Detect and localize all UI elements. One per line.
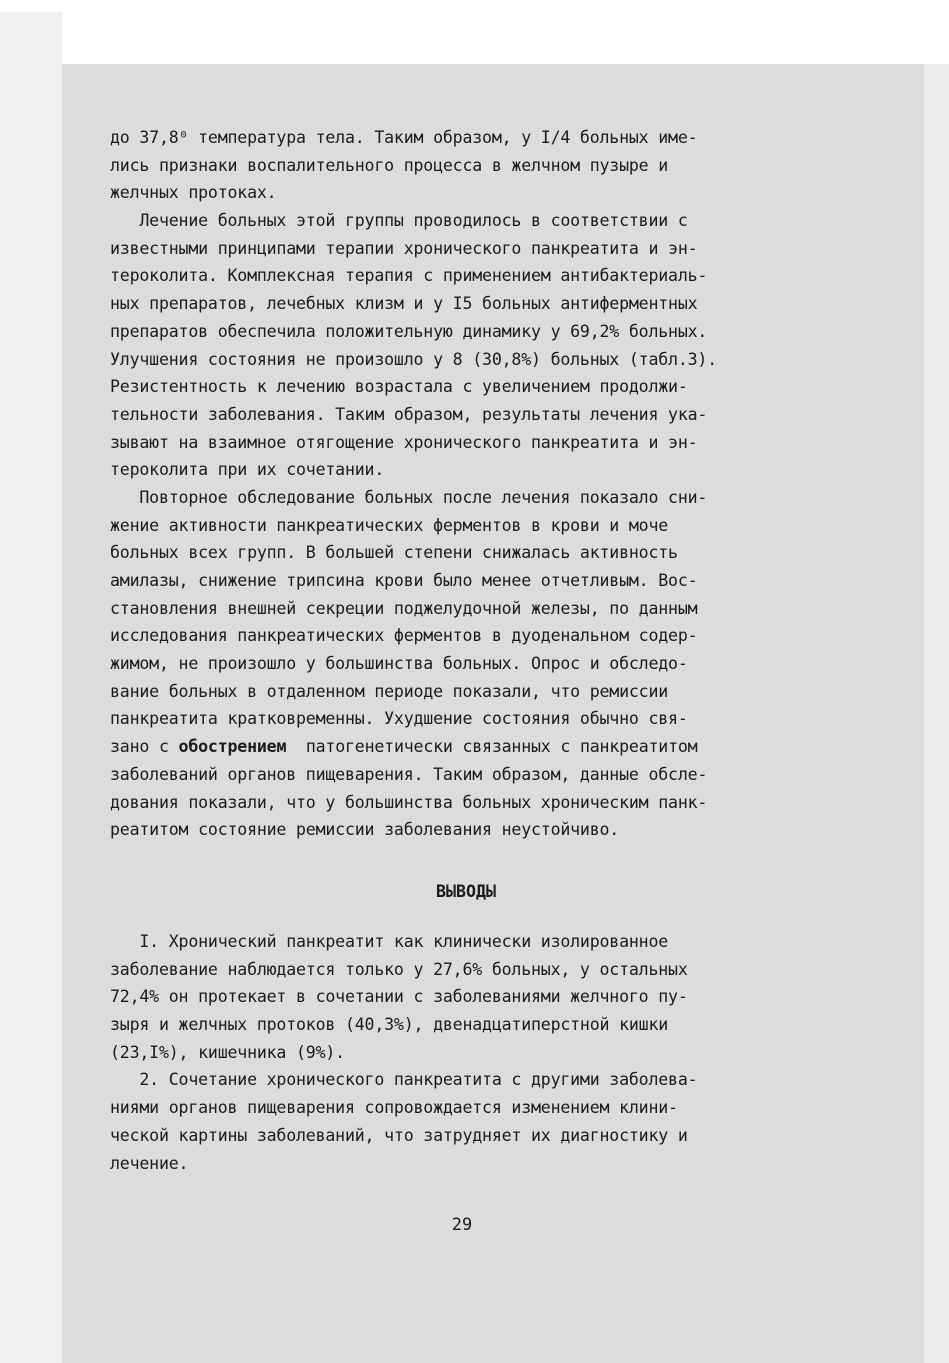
text-line: зывают на взаимное отягощение хронического панкреатита и эн- xyxy=(110,432,698,452)
text-line: ных препаратов, лечебных клизм и у I5 больных антиферментных xyxy=(110,294,698,314)
text-line: известными принципами терапии хронического панкреатита и эн- xyxy=(110,238,698,258)
text-line: жение активности панкреатических ферментов в крови и моче xyxy=(110,515,669,535)
text-line: заболевание наблюдается только у 27,6% больных, у остальных xyxy=(110,959,688,979)
text-line: лись признаки воспалительного процесса в желчном пузыре и xyxy=(110,155,669,175)
text-line: лечение. xyxy=(110,1153,189,1173)
text-line: желчных протоках. xyxy=(110,183,277,203)
text-line: тероколита. Комплексная терапия с применением антибактериаль- xyxy=(110,266,708,286)
text-line: (23,I%), кишечника (9%). xyxy=(110,1042,345,1062)
text-line: становления внешней секреции поджелудочной железы, по данным xyxy=(110,598,698,618)
text-line: ческой картины заболеваний, что затрудняет их диагностику и xyxy=(110,1125,688,1145)
top-margin xyxy=(62,0,949,64)
text-line: Улучшения состояния не произошло у 8 (30,8%) больных (табл.3). xyxy=(110,349,717,369)
text-line: панкреатита кратковременны. Ухудшение состояния обычно свя- xyxy=(110,709,688,729)
text-line: реатитом состояние ремиссии заболевания неустойчиво. xyxy=(110,820,620,840)
text-line-mixed xyxy=(110,733,822,761)
text-line: тельности заболевания. Таким образом, результаты лечения ука- xyxy=(110,404,708,424)
text-fragment: патогенетически связанных с панкреатитом xyxy=(286,737,698,757)
section-heading: ВЫВОДЫ xyxy=(436,882,496,901)
text-line: вание больных в отдаленном периоде показали, что ремиссии xyxy=(110,681,669,701)
text-line: больных всех групп. В большей степени снижалась активность xyxy=(110,543,678,563)
text-fragment: зано с xyxy=(110,737,179,757)
text-line: исследования панкреатических ферментов в дуоденальном содер- xyxy=(110,626,698,646)
left-margin xyxy=(0,12,62,1363)
text-line: ниями органов пищеварения сопровождается изменением клини- xyxy=(110,1098,678,1118)
text-line: зыря и желчных протоков (40,3%), двенадцатиперстной кишки xyxy=(110,1015,669,1035)
text-line: жимом, не произошло у большинства больных. Опрос и обследо- xyxy=(110,654,688,674)
right-margin xyxy=(924,64,949,1363)
page-number: 29 xyxy=(451,1215,473,1235)
text-line: Резистентность к лечению возрастала с увеличением продолжи- xyxy=(110,377,688,397)
text-line: Повторное обследование больных после лечения показало сни- xyxy=(110,487,708,507)
text-line: препаратов обеспечила положительную динамику у 69,2% больных. xyxy=(110,321,708,341)
text-line: Лечение больных этой группы проводилось в соответствии с xyxy=(110,211,688,231)
body-text xyxy=(110,124,822,844)
text-line: до 37,8⁰ температура тела. Таким образом, у I/4 больных име- xyxy=(110,128,698,147)
text-line: тероколита при их сочетании. xyxy=(110,460,385,480)
text-line: 72,4% он протекает в сочетании с заболеваниями желчного пу- xyxy=(110,987,688,1007)
text-line: заболеваний органов пищеварения. Таким образом, данные обсле- xyxy=(110,764,708,784)
text-line: I. Хронический панкреатит как клинически изолированное xyxy=(110,932,669,951)
text-line: 2. Сочетание хронического панкреатита с другими заболева- xyxy=(110,1070,698,1090)
conclusions-text xyxy=(110,928,822,1177)
bold-word: обострением xyxy=(178,737,287,757)
text-line: дования показали, что у большинства больных хроническим панк- xyxy=(110,792,708,812)
text-line: амилазы, снижение трипсина крови было менее отчетливым. Вос- xyxy=(110,571,698,590)
